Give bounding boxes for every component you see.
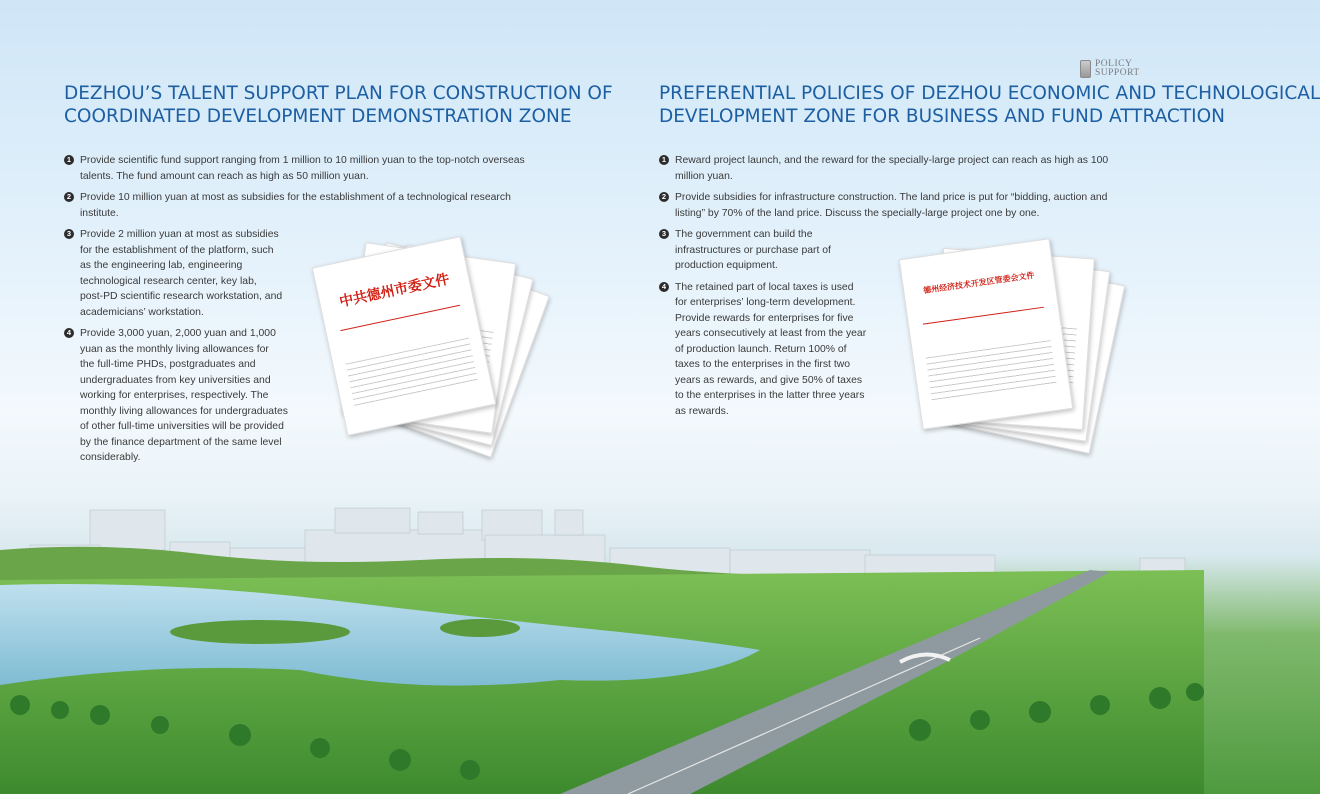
list-item: 3 Provide 2 million yuan at most as subsidies for the establishment of the platform, such as the engineering lab, engineering technological research center, key lab, post-PD scientific research workstation, and academicians’ workstation. [64,227,525,320]
document-header: 中共德州市委文件 [337,271,451,311]
tag-line-1: POLICY [1095,59,1133,69]
list-item: 1 Reward project launch, and the reward for the specially-large project can reach as high as 100 million yuan. [659,153,1108,184]
document-header: 德州经济技术开发区管委会文件 [922,269,1035,296]
list-item: 4 Provide 3,000 yuan, 2,000 yuan and 1,000 yuan as the monthly living allowances for the full-time PHDs, postgraduates and undergraduates from key universities and working for enterprises, respectively. The monthly living allowances for undergraduates of other full-time universities will be provided by the finance department of the same level considerably. [64,326,525,466]
number-badge: 4 [64,328,74,338]
number-badge: 4 [659,282,669,292]
book-icon [1080,60,1091,78]
left-title: DEZHOU’S TALENT SUPPORT PLAN FOR CONSTRUCTION OF COORDINATED DEVELOPMENT DEMONSTRATION ZONE [64,83,613,127]
number-badge: 3 [64,229,74,239]
city-park-photo [0,480,1204,794]
number-badge: 1 [659,155,669,165]
list-item: 2 Provide subsidies for infrastructure construction. The land price is put for “bidding, auction and listing” by 70% of the land price. Discuss the specially-large project one by one. [659,190,1108,221]
list-item: 2 Provide 10 million yuan at most as subsidies for the establishment of a technological research institute. [64,190,525,221]
number-badge: 2 [64,192,74,202]
list-item: 4 The retained part of local taxes is used for enterprises’ long-term development. Provide rewards for enterprises for five years consecutively at least from the year of production launch. Return 100% of taxes to the enterprises in the first two years as rewards, and give 50% of taxes to the enterprises in the latter three years as rewards. [659,280,1108,420]
number-badge: 3 [659,229,669,239]
number-badge: 2 [659,192,669,202]
number-badge: 1 [64,155,74,165]
list-item: 3 The government can build the infrastructures or purchase part of production equipment. [659,227,1108,274]
tag-line-2: SUPPORT [1095,68,1140,78]
right-title: PREFERENTIAL POLICIES OF DEZHOU ECONOMIC AND TECHNOLOGICAL DEVELOPMENT ZONE FOR BUSINESS AND FUND ATTRACTION [659,83,1320,127]
policy-support-tag [1080,60,1140,78]
list-item: 1 Provide scientific fund support ranging from 1 million to 10 million yuan to the top-notch overseas talents. The fund amount can reach as high as 50 million yuan. [64,153,525,184]
